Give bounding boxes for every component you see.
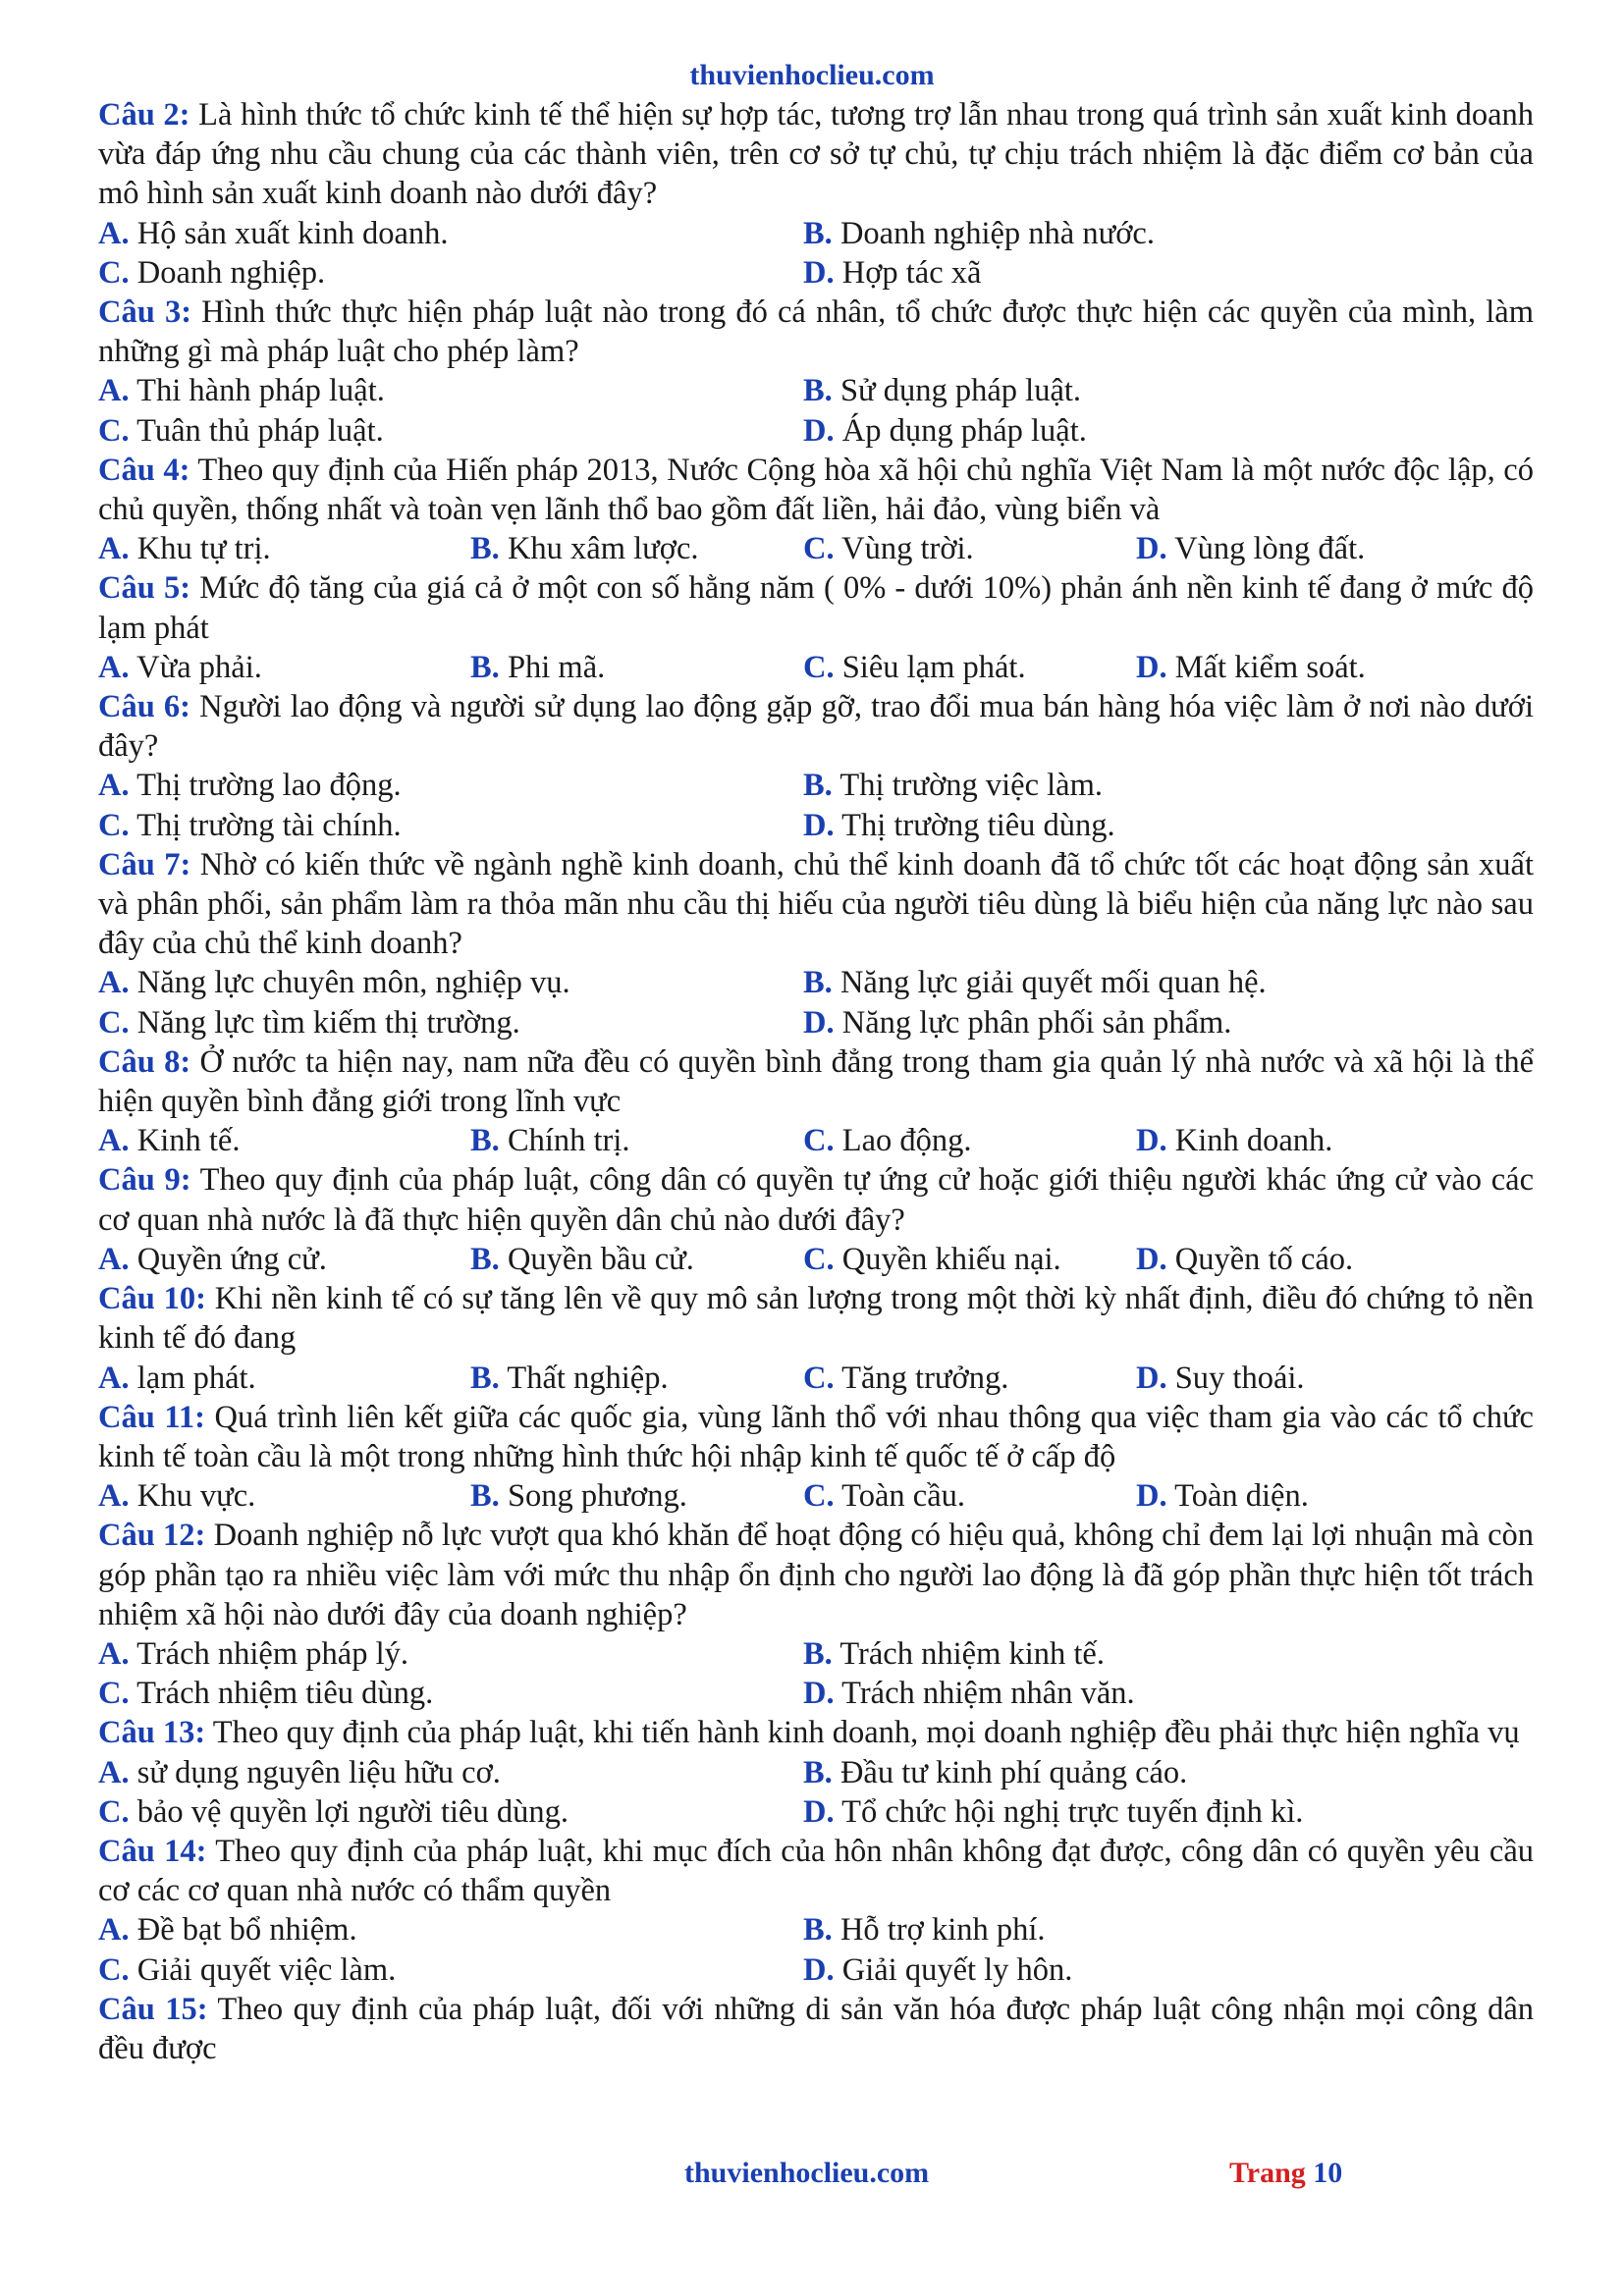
answer-option[interactable] bbox=[803, 1634, 1534, 1674]
answer-option[interactable] bbox=[803, 806, 1534, 845]
page-label: Trang bbox=[1229, 2157, 1306, 2189]
option-text: Khu tự trị. bbox=[129, 531, 271, 567]
option-letter: B. bbox=[803, 1912, 833, 1949]
option-letter: C. bbox=[98, 254, 130, 291]
question-number: Câu 8: bbox=[98, 1043, 191, 1080]
question-stem bbox=[98, 451, 1534, 529]
option-text: Thi hành pháp luật. bbox=[129, 373, 385, 409]
question-number: Câu 11: bbox=[98, 1399, 205, 1435]
option-text: Kinh tế. bbox=[129, 1123, 241, 1159]
option-text: bảo vệ quyền lợi người tiêu dùng. bbox=[129, 1793, 568, 1830]
question-stem bbox=[98, 1713, 1534, 1752]
option-letter: D. bbox=[803, 807, 835, 843]
option-text: Thị trường việc làm. bbox=[832, 768, 1103, 804]
option-letter: B. bbox=[803, 965, 833, 1001]
option-text: Trách nhiệm pháp lý. bbox=[129, 1635, 408, 1672]
question-stem bbox=[98, 293, 1534, 371]
answer-option[interactable] bbox=[803, 1792, 1534, 1832]
question-number: Câu 13: bbox=[98, 1715, 206, 1751]
answer-option[interactable] bbox=[98, 648, 470, 687]
option-text: Hộ sản xuất kinh doanh. bbox=[129, 215, 449, 251]
question-block bbox=[98, 1398, 1534, 1517]
question-stem bbox=[98, 95, 1534, 214]
option-text: Chính trị. bbox=[499, 1123, 630, 1159]
option-text: Vùng lòng đất. bbox=[1166, 531, 1366, 567]
answer-option[interactable] bbox=[1136, 1121, 1534, 1160]
option-letter: C. bbox=[98, 1676, 130, 1712]
answer-option[interactable] bbox=[98, 1753, 803, 1792]
question-stem bbox=[98, 1160, 1534, 1239]
option-text: Đầu tư kinh phí quảng cáo. bbox=[832, 1754, 1188, 1790]
answer-option[interactable] bbox=[1136, 1359, 1534, 1398]
option-letter: C. bbox=[803, 531, 835, 567]
answer-option[interactable] bbox=[98, 1003, 803, 1042]
answer-options bbox=[98, 1634, 1534, 1713]
option-letter: D. bbox=[803, 1676, 835, 1712]
option-letter: D. bbox=[803, 1793, 835, 1830]
answer-option[interactable] bbox=[98, 1359, 470, 1398]
option-text: Kinh doanh. bbox=[1166, 1123, 1333, 1159]
question-number: Câu 3: bbox=[98, 294, 192, 331]
option-text: Tuân thủ pháp luật. bbox=[129, 412, 384, 449]
option-letter: A. bbox=[98, 768, 130, 804]
option-letter: C. bbox=[98, 1793, 130, 1830]
page-number: 10 bbox=[1313, 2157, 1343, 2189]
option-text: Áp dụng pháp luật. bbox=[834, 412, 1087, 449]
answer-option[interactable] bbox=[803, 253, 1534, 293]
answer-option[interactable] bbox=[803, 1753, 1534, 1792]
page-indicator bbox=[1229, 2157, 1342, 2190]
answer-option[interactable] bbox=[803, 214, 1534, 253]
answer-option[interactable] bbox=[470, 1240, 803, 1279]
answer-option[interactable] bbox=[98, 1121, 470, 1160]
question-block bbox=[98, 1713, 1534, 1832]
question-number: Câu 14: bbox=[98, 1833, 207, 1869]
answer-option[interactable] bbox=[803, 766, 1534, 805]
question-number: Câu 12: bbox=[98, 1518, 206, 1554]
option-text: Thị trường tiêu dùng. bbox=[834, 807, 1115, 843]
option-letter: D. bbox=[1136, 649, 1167, 685]
option-text: Đề bạt bổ nhiệm. bbox=[129, 1912, 357, 1949]
question-text: Theo quy định của Hiến pháp 2013, Nước Cộng hòa xã hội chủ nghĩa Việt Nam là một nước độc lập, có chủ quyền, thống nhất và toàn vẹn lãnh thổ bao gồm đất liền, hải đảo, vùng biển và bbox=[98, 452, 1534, 528]
option-text: Mất kiểm soát. bbox=[1166, 649, 1366, 685]
answer-option[interactable] bbox=[98, 214, 803, 253]
option-text: Tăng trưởng. bbox=[834, 1360, 1009, 1396]
option-letter: C. bbox=[98, 1004, 130, 1041]
question-text: Là hình thức tổ chức kinh tế thể hiện sự hợp tác, tương trợ lẫn nhau trong quá trình sản xuất kinh doanh vừa đáp ứng nhu cầu chung của các thành viên, trên cơ sở tự chủ, tự chịu trách nhiệm là đặc điểm cơ bản của mô hình sản xuất kinh doanh nào dưới đây? bbox=[98, 97, 1535, 212]
answer-option[interactable] bbox=[470, 529, 803, 568]
question-text: Theo quy định của pháp luật, khi mục đích của hôn nhân không đạt được, công dân có quyền yêu cầu cơ các cơ quan nhà nước có thẩm quyền bbox=[98, 1833, 1534, 1909]
answer-option[interactable] bbox=[98, 1674, 803, 1713]
option-text: Quyền khiếu nại. bbox=[834, 1241, 1061, 1277]
option-letter: D. bbox=[803, 1004, 835, 1041]
option-text: Thị trường tài chính. bbox=[129, 807, 402, 843]
option-letter: B. bbox=[470, 1360, 500, 1396]
option-letter: B. bbox=[803, 373, 833, 409]
option-letter: A. bbox=[98, 531, 130, 567]
question-text: Hình thức thực hiện pháp luật nào trong đó cá nhân, tổ chức được thực hiện các quyền của mình, làm những gì mà pháp luật cho phép làm? bbox=[98, 294, 1534, 370]
option-text: Phi mã. bbox=[499, 649, 606, 685]
option-text: Lao động. bbox=[834, 1123, 972, 1159]
option-text: Giải quyết ly hôn. bbox=[834, 1951, 1073, 1988]
question-number: Câu 9: bbox=[98, 1162, 191, 1199]
option-letter: B. bbox=[470, 1123, 500, 1159]
option-letter: A. bbox=[98, 1754, 130, 1790]
option-letter: B. bbox=[470, 531, 500, 567]
question-stem bbox=[98, 1990, 1534, 2068]
question-block bbox=[98, 687, 1534, 845]
answer-options bbox=[98, 1240, 1534, 1279]
option-text: Tổ chức hội nghị trực tuyến định kì. bbox=[834, 1793, 1304, 1830]
answer-option[interactable] bbox=[98, 1910, 803, 1949]
option-text: Sử dụng pháp luật. bbox=[832, 373, 1082, 409]
answer-option[interactable] bbox=[803, 963, 1534, 1002]
option-text: Vùng trời. bbox=[834, 531, 974, 567]
answer-option[interactable] bbox=[98, 1634, 803, 1674]
option-letter: B. bbox=[470, 649, 500, 685]
option-text: Thất nghiệp. bbox=[499, 1360, 669, 1396]
answer-options bbox=[98, 1476, 1534, 1516]
option-text: Năng lực phân phối sản phẩm. bbox=[834, 1004, 1232, 1041]
question-number: Câu 15: bbox=[98, 1991, 208, 2027]
answer-options bbox=[98, 766, 1534, 844]
option-letter: D. bbox=[803, 254, 835, 291]
question-list bbox=[98, 95, 1534, 2068]
option-letter: A. bbox=[98, 373, 130, 409]
answer-options bbox=[98, 1753, 1534, 1832]
answer-options bbox=[98, 648, 1534, 687]
question-block bbox=[98, 1279, 1534, 1398]
option-text: Doanh nghiệp nhà nước. bbox=[832, 215, 1155, 251]
question-block bbox=[98, 1042, 1534, 1161]
answer-option[interactable] bbox=[98, 1792, 803, 1832]
question-stem bbox=[98, 1279, 1534, 1358]
option-letter: A. bbox=[98, 1912, 130, 1949]
question-text: Nhờ có kiến thức về ngành nghề kinh doanh, chủ thể kinh doanh đã tổ chức tốt các hoạt động sản xuất và phân phối, sản phẩm làm ra thỏa mãn nhu cầu thị hiếu của người tiêu dùng là biểu hiện của năng lực nào sau đây của chủ thể kinh doanh? bbox=[98, 846, 1535, 962]
question-text: Theo quy định của pháp luật, khi tiến hành kinh doanh, mọi doanh nghiệp đều phải thực hiện nghĩa vụ bbox=[205, 1715, 1520, 1751]
option-letter: C. bbox=[803, 649, 835, 685]
option-letter: B. bbox=[470, 1478, 500, 1515]
option-letter: A. bbox=[98, 1478, 130, 1515]
question-block bbox=[98, 95, 1534, 293]
question-text: Khi nền kinh tế có sự tăng lên về quy mô sản lượng trong một thời kỳ nhất định, điều đó chứng tỏ nền kinh tế đó đang bbox=[98, 1281, 1534, 1357]
site-header[interactable]: thuvienhoclieu.com bbox=[689, 59, 935, 91]
answer-option[interactable] bbox=[1136, 648, 1534, 687]
option-letter: C. bbox=[98, 807, 130, 843]
answer-option[interactable] bbox=[98, 766, 803, 805]
question-number: Câu 10: bbox=[98, 1281, 206, 1317]
question-text: Doanh nghiệp nỗ lực vượt qua khó khăn để hoạt động có hiệu quả, không chỉ đem lại lợi nhuận mà còn góp phần tạo ra nhiều việc làm với mức thu nhập ổn định cho người lao động là đã góp phần thực hiện tốt trách nhiệm xã hội nào dưới đây của doanh nghiệp? bbox=[98, 1518, 1534, 1632]
option-letter: C. bbox=[98, 1951, 130, 1988]
question-block bbox=[98, 568, 1534, 687]
option-text: Toàn cầu. bbox=[834, 1478, 966, 1515]
question-block bbox=[98, 1516, 1534, 1713]
answer-option[interactable] bbox=[470, 648, 803, 687]
answer-option[interactable] bbox=[803, 648, 1136, 687]
question-text: Mức độ tăng của giá cả ở một con số hằng năm ( 0% - dưới 10%) phản ánh nền kinh tế đang ở mức độ lạm phát bbox=[98, 570, 1534, 646]
question-stem bbox=[98, 845, 1534, 964]
option-letter: D. bbox=[1136, 1360, 1167, 1396]
question-stem bbox=[98, 1042, 1534, 1121]
option-letter: A. bbox=[98, 1241, 130, 1277]
answer-option[interactable] bbox=[803, 1003, 1534, 1042]
option-text: sử dụng nguyên liệu hữu cơ. bbox=[129, 1754, 501, 1790]
answer-option[interactable] bbox=[1136, 529, 1534, 568]
answer-option[interactable] bbox=[98, 806, 803, 845]
option-text: Hỗ trợ kinh phí. bbox=[832, 1912, 1046, 1949]
question-number: Câu 4: bbox=[98, 452, 190, 488]
answer-options bbox=[98, 214, 1534, 293]
answer-option[interactable] bbox=[803, 411, 1534, 451]
option-letter: D. bbox=[1136, 1241, 1167, 1277]
option-letter: D. bbox=[803, 1951, 835, 1988]
answer-option[interactable] bbox=[98, 1950, 803, 1990]
option-letter: A. bbox=[98, 649, 130, 685]
question-block bbox=[98, 1832, 1534, 1990]
option-letter: A. bbox=[98, 215, 130, 251]
answer-options bbox=[98, 963, 1534, 1041]
question-text: Quá trình liên kết giữa các quốc gia, vùng lãnh thổ với nhau thông qua việc tham gia vào các tổ chức kinh tế toàn cầu là một trong những hình thức hội nhập kinh tế quốc tế ở cấp độ bbox=[98, 1399, 1534, 1474]
question-block bbox=[98, 845, 1534, 1042]
option-text: Quyền ứng cử. bbox=[129, 1241, 327, 1277]
question-text: Người lao động và người sử dụng lao động gặp gỡ, trao đổi mua bán hàng hóa việc làm ở nơi nào dưới đây? bbox=[98, 689, 1534, 765]
option-letter: B. bbox=[803, 1635, 833, 1672]
option-letter: C. bbox=[803, 1123, 835, 1159]
question-stem bbox=[98, 1516, 1534, 1634]
option-letter: B. bbox=[803, 768, 833, 804]
question-block bbox=[98, 1990, 1534, 2068]
option-text: Khu vực. bbox=[129, 1478, 256, 1515]
option-text: Suy thoái. bbox=[1166, 1360, 1305, 1396]
question-text: Theo quy định của pháp luật, công dân có quyền tự ứng cử hoặc giới thiệu người khác ứng cử vào các cơ quan nhà nước là đã thực hiện quyền dân chủ nào dưới đây? bbox=[98, 1162, 1535, 1238]
question-number: Câu 7: bbox=[98, 846, 191, 882]
answer-option[interactable] bbox=[98, 411, 803, 451]
question-block bbox=[98, 293, 1534, 451]
option-text: Năng lực tìm kiếm thị trường. bbox=[129, 1004, 520, 1041]
option-text: Trách nhiệm tiêu dùng. bbox=[129, 1676, 434, 1712]
question-number: Câu 2: bbox=[98, 97, 190, 133]
question-text: Theo quy định của pháp luật, đối với những di sản văn hóa được pháp luật công nhận mọi công dân đều được bbox=[98, 1991, 1535, 2066]
option-letter: C. bbox=[803, 1360, 835, 1396]
option-text: Vừa phải. bbox=[129, 649, 262, 685]
answer-option[interactable] bbox=[470, 1359, 803, 1398]
option-text: Thị trường lao động. bbox=[129, 768, 402, 804]
question-number: Câu 6: bbox=[98, 689, 190, 725]
option-letter: A. bbox=[98, 1360, 130, 1396]
option-letter: B. bbox=[803, 215, 833, 251]
option-text: Trách nhiệm nhân văn. bbox=[834, 1676, 1135, 1712]
option-text: Quyền tố cáo. bbox=[1166, 1241, 1354, 1277]
option-letter: D. bbox=[1136, 531, 1167, 567]
answer-option[interactable] bbox=[470, 1476, 803, 1516]
answer-option[interactable] bbox=[803, 529, 1136, 568]
option-letter: D. bbox=[1136, 1123, 1167, 1159]
question-block bbox=[98, 451, 1534, 569]
option-letter: B. bbox=[470, 1241, 500, 1277]
answer-option[interactable] bbox=[98, 1476, 470, 1516]
answer-options bbox=[98, 529, 1534, 568]
answer-option[interactable] bbox=[803, 1121, 1136, 1160]
option-letter: D. bbox=[1136, 1478, 1167, 1515]
question-stem bbox=[98, 568, 1534, 647]
answer-option[interactable] bbox=[98, 529, 470, 568]
option-text: lạm phát. bbox=[129, 1360, 256, 1396]
footer-site-link[interactable]: thuvienhoclieu.com bbox=[684, 2157, 930, 2189]
option-text: Năng lực giải quyết mối quan hệ. bbox=[832, 965, 1267, 1001]
answer-option[interactable] bbox=[803, 1674, 1534, 1713]
question-stem bbox=[98, 1398, 1534, 1476]
option-text: Khu xâm lược. bbox=[499, 531, 699, 567]
option-letter: A. bbox=[98, 1123, 130, 1159]
option-letter: B. bbox=[803, 1754, 833, 1790]
answer-option[interactable] bbox=[98, 253, 803, 293]
option-text: Toàn diện. bbox=[1166, 1478, 1309, 1515]
answer-option[interactable] bbox=[803, 1240, 1136, 1279]
question-text: Ở nước ta hiện nay, nam nữa đều có quyền bình đẳng trong tham gia quản lý nhà nước và xã hội là thể hiện quyền bình đẳng giới trong lĩnh vực bbox=[98, 1043, 1534, 1120]
answer-option[interactable] bbox=[98, 963, 803, 1002]
answer-option[interactable] bbox=[803, 1950, 1534, 1990]
option-text: Quyền bầu cử. bbox=[499, 1241, 694, 1277]
answer-options bbox=[98, 1910, 1534, 1989]
option-text: Hợp tác xã bbox=[834, 254, 982, 291]
answer-option[interactable] bbox=[1136, 1476, 1534, 1516]
answer-option[interactable] bbox=[98, 1240, 470, 1279]
option-text: Song phương. bbox=[499, 1478, 687, 1515]
question-block bbox=[98, 1160, 1534, 1279]
answer-option[interactable] bbox=[1136, 1240, 1534, 1279]
answer-option[interactable] bbox=[98, 371, 803, 410]
answer-option[interactable] bbox=[803, 1359, 1136, 1398]
option-letter: C. bbox=[803, 1478, 835, 1515]
option-letter: C. bbox=[98, 412, 130, 449]
option-text: Siêu lạm phát. bbox=[834, 649, 1026, 685]
question-number: Câu 5: bbox=[98, 570, 191, 607]
option-letter: A. bbox=[98, 1635, 130, 1672]
option-text: Trách nhiệm kinh tế. bbox=[832, 1635, 1105, 1672]
option-text: Giải quyết việc làm. bbox=[129, 1951, 397, 1988]
option-text: Doanh nghiệp. bbox=[129, 254, 326, 291]
option-text: Năng lực chuyên môn, nghiệp vụ. bbox=[129, 965, 570, 1001]
answer-options bbox=[98, 1121, 1534, 1160]
answer-option[interactable] bbox=[470, 1121, 803, 1160]
answer-option[interactable] bbox=[803, 371, 1534, 410]
answer-options bbox=[98, 371, 1534, 450]
option-letter: C. bbox=[803, 1241, 835, 1277]
answer-option[interactable] bbox=[803, 1476, 1136, 1516]
answer-option[interactable] bbox=[803, 1910, 1534, 1949]
question-stem bbox=[98, 1832, 1534, 1910]
option-letter: A. bbox=[98, 965, 130, 1001]
answer-options bbox=[98, 1359, 1534, 1398]
question-stem bbox=[98, 687, 1534, 766]
option-letter: D. bbox=[803, 412, 835, 449]
